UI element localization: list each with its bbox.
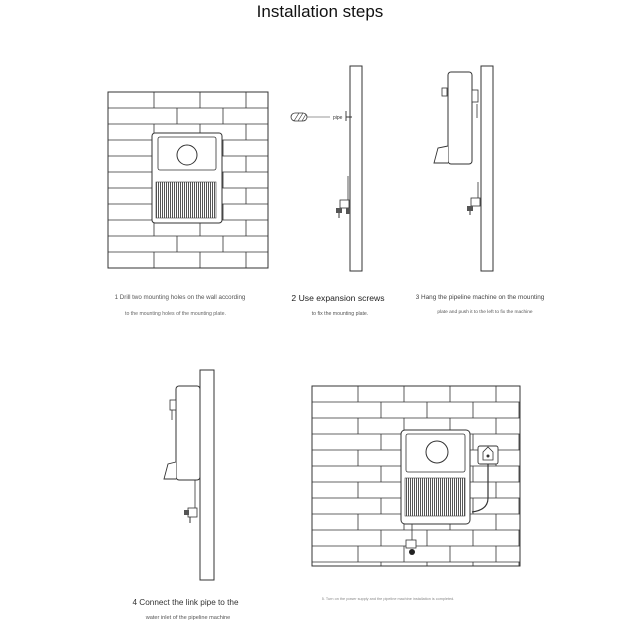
step2-figure: [291, 66, 362, 271]
step1-figure: [108, 92, 268, 268]
step4-figure: [164, 370, 214, 580]
pipe-label: pipe: [333, 115, 343, 121]
step3-valve: [467, 182, 480, 215]
step2-valve: [336, 176, 350, 218]
step3-figure: [434, 66, 493, 271]
step1-caption-detail: to the mounting holes of the mounting plate.: [125, 311, 226, 317]
step4-caption-detail: water inlet of the pipeline machine: [145, 615, 231, 621]
step5-caption: 5. Turn on the power supply and the pipeline machine installation is completed.: [321, 597, 455, 601]
step2-caption: 2 Use expansion screws: [291, 293, 385, 303]
step2-caption-detail: to fix the mounting plate.: [311, 311, 369, 317]
step2-wall-side: [350, 66, 362, 271]
step4-valve: [184, 480, 197, 523]
step3-machine: [448, 72, 472, 164]
step4-caption: 4 Connect the link pipe to the: [132, 598, 239, 607]
mounting-plate: [152, 133, 222, 223]
step4-wall-side: [200, 370, 214, 580]
expansion-screw-icon: [291, 113, 307, 121]
power-socket-icon: [478, 446, 498, 464]
pipeline-machine: [401, 430, 470, 524]
step4-machine: [176, 386, 200, 480]
step1-caption: 1 Drill two mounting holes on the wall according: [114, 294, 246, 301]
step5-figure: [312, 386, 520, 566]
step3-caption: 3 Hang the pipeline machine on the mounting: [415, 294, 545, 301]
page-title: Installation steps: [256, 2, 384, 21]
step3-wall-side: [481, 66, 493, 271]
step3-caption-detail: plate and push it to the left to fix the machine: [437, 310, 533, 315]
